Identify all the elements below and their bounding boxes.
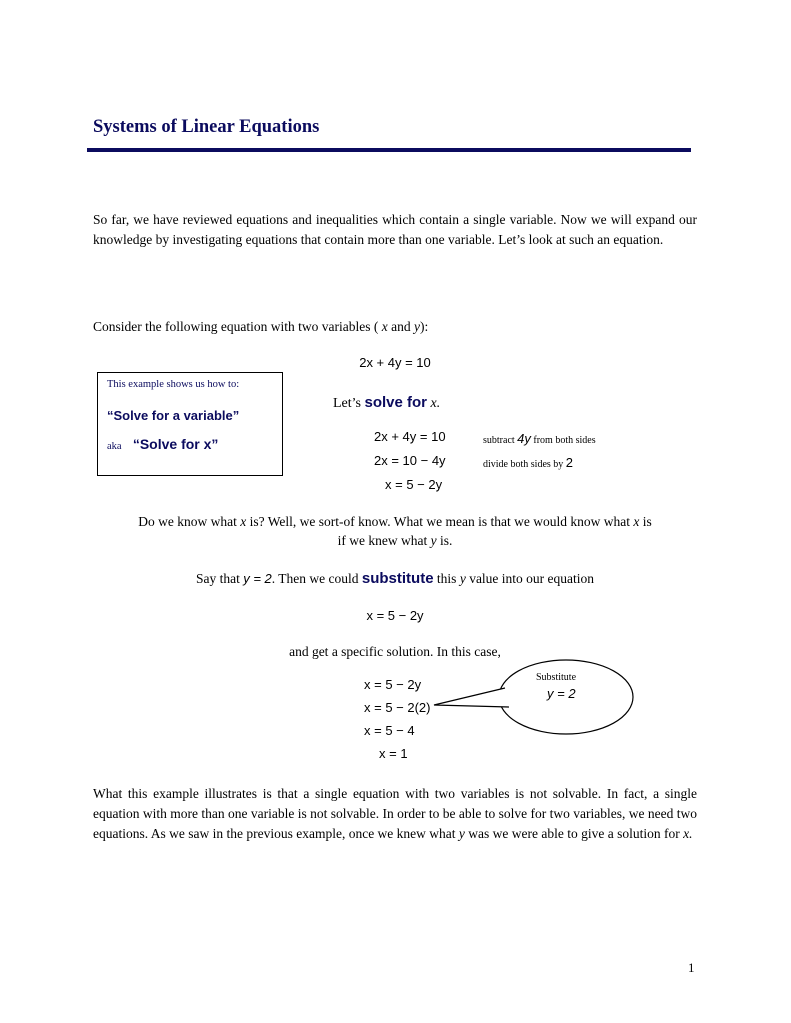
solution-step-1: x = 5 − 2y	[364, 677, 422, 692]
equation-again: x = 5 − 2y	[366, 608, 424, 623]
say-that-line: Say that y = 2. Then we could substitute this y value into our equation	[195, 570, 595, 587]
solution-step-3: x = 5 − 4	[364, 723, 415, 738]
step-equation-3: x = 5 − 2y	[385, 477, 443, 492]
step-equation-1: 2x + 4y = 10	[374, 429, 446, 444]
conclusion-paragraph: What this example illustrates is that a single equation with two variables is not solvable. In fact, a single equation with more than one variable is not solvable. In order to be able to solve for two variables, we need two equations. As we saw in the previous example, once we knew what y was we were able to give a solution for x.	[93, 786, 697, 841]
callout-label: Substitute	[536, 672, 577, 683]
callout-equation: y = 2	[547, 686, 576, 701]
page-number: 1	[688, 960, 695, 975]
intro-paragraph: So far, we have reviewed equations and inequalities which contain a single variable. Now we will expand our knowledge by investigating equations that contain more than one variable. Let’s look at such an equation.	[93, 212, 697, 247]
question-paragraph: Do we know what x is? Well, we sort-of know. What we mean is that we would know what x is if we knew what y is.	[138, 514, 652, 548]
lets-solve-line: Let’s solve for x.	[333, 394, 441, 411]
example-box-intro: This example shows us how to:	[107, 379, 240, 390]
step-note-2: divide both sides by 2	[483, 455, 574, 470]
example-box-line1: “Solve for a variable”	[107, 408, 240, 423]
step-equation-2: 2x = 10 − 4y	[374, 453, 446, 468]
solution-step-4: x = 1	[379, 746, 408, 761]
consider-line: Consider the following equation with two variables ( x and y):	[93, 319, 429, 334]
example-box-line2: aka “Solve for x”	[107, 436, 219, 452]
step-note-1: subtract 4y from both sides	[483, 431, 596, 446]
main-equation: 2x + 4y = 10	[359, 355, 431, 370]
solution-step-2: x = 5 − 2(2)	[364, 700, 431, 715]
specific-line: and get a specific solution. In this case,	[289, 644, 501, 659]
page-title: Systems of Linear Equations	[93, 117, 320, 137]
